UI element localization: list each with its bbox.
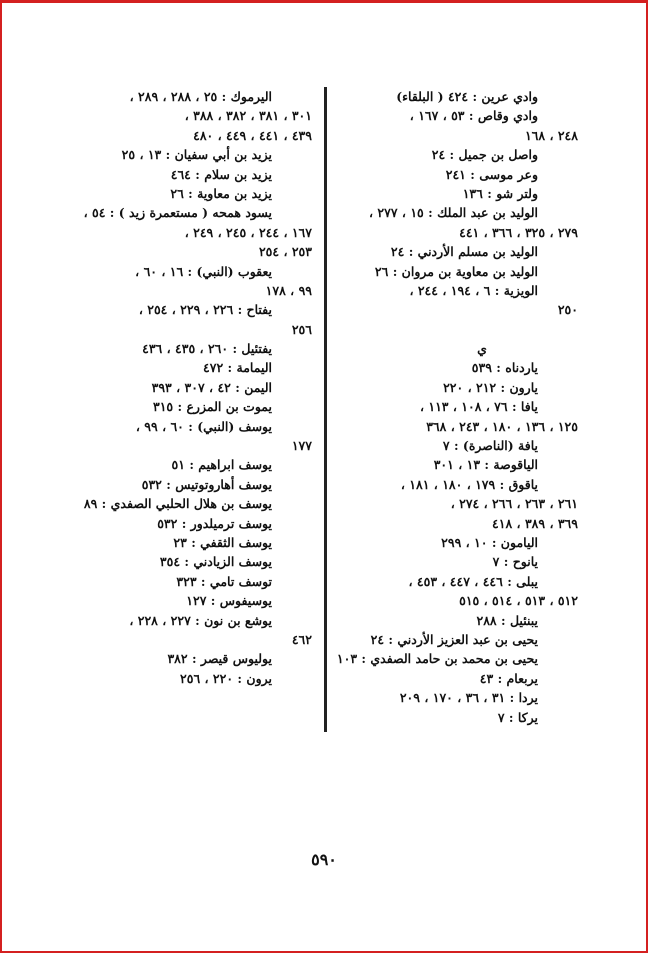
index-entry-line: ٢٥٣ ، ٢٥٤: [258, 244, 312, 260]
index-entry-line: يافة (الناصرة) : ٧: [442, 438, 538, 454]
index-entry-line: ياقوق : ١٧٩ ، ١٨٠ ، ١٨١ ،: [400, 476, 538, 492]
page-number: ٥٩٠: [311, 850, 337, 869]
index-entry-line: الوليد بن مسلم الأردني : ٢٤: [390, 244, 538, 260]
index-entry-line: يوسف ترميلدور : ٥٣٢: [157, 515, 272, 531]
index-entry-line: اليامون : ١٠ ، ٢٩٩: [441, 534, 538, 550]
index-entry-line: يبنئيل : ٢٨٨: [476, 612, 538, 628]
index-entry-line: يوسيفوس : ١٢٧: [186, 593, 272, 609]
index-entry-line: وادي عرين : ٤٢٤ ( البلقاء): [396, 89, 538, 104]
index-entry-line: ٢٦١ ، ٢٦٣ ، ٢٦٦ ، ٢٧٤ ،: [450, 496, 578, 512]
index-entry-line: يزيد بن معاوية : ٢٦: [170, 185, 272, 201]
index-entry-line: اليمامة : ٤٧٢: [203, 360, 272, 376]
index-entry-line: ٥١٢ ، ٥١٣ ، ٥١٤ ، ٥١٥: [459, 593, 578, 609]
index-column-right: [336, 87, 578, 727]
page-top-border: [2, 2, 646, 3]
index-entry-line: يسود همحه ( مستعمرة زيد ) : ٥٤ ،: [83, 205, 272, 221]
index-entry-line: ٣٦٩ ، ٣٨٩ ، ٤١٨: [492, 515, 578, 531]
index-entry-line: يوسف بن هلال الحلبي الصفدي : ٨٩: [83, 496, 272, 512]
index-entry-line: يرون : ٢٢٠ ، ٢٥٦: [180, 670, 272, 686]
index-entry-line: يفتاح : ٢٢٦ ، ٢٢٩ ، ٢٥٤ ،: [138, 302, 272, 318]
index-entry-line: ١٦٧ ، ٢٤٤ ، ٢٤٥ ، ٢٤٩ ،: [184, 224, 312, 240]
section-letter-heading: ي: [477, 341, 487, 357]
index-entry-line: الويزية : ٦ ، ١٩٤ ، ٢٤٤ ،: [409, 282, 538, 298]
column-divider: [324, 87, 327, 732]
index-entry-line: ١٢٥ ، ١٣٦ ، ١٨٠ ، ٢٤٣ ، ٣٦٨: [426, 418, 578, 434]
index-entry-line: يعقوب (النبي) : ١٦ ، ٦٠ ،: [135, 263, 272, 279]
index-entry-line: ٢٤٨ ، ١٦٨: [524, 127, 578, 143]
index-column-left: [84, 87, 312, 688]
index-entry-line: يربعام : ٤٣: [479, 670, 538, 686]
index-entry-line: يوسف (النبي) : ٦٠ ، ٩٩ ،: [135, 418, 272, 434]
index-entry-line: ١٧٧: [291, 438, 312, 454]
index-entry-line: اليمن : ٤٢ ، ٣٠٧ ، ٣٩٣: [151, 379, 272, 395]
index-entry-line: ولتر شو : ١٣٦: [462, 185, 538, 201]
index-entry-line: توسف تامي : ٣٢٣: [176, 573, 272, 589]
index-entry-line: الياقوصة : ١٣ ، ٣٠١: [433, 457, 538, 473]
index-entry-line: يوسف ابراهيم : ٥١: [171, 457, 272, 473]
index-entry-line: يحيى بن عبد العزيز الأردني : ٢٤: [370, 631, 538, 647]
index-entry-line: الوليد بن معاوية بن مروان : ٢٦: [374, 263, 538, 279]
index-entry-line: يركا : ٧: [497, 709, 538, 725]
index-entry-line: يبلى : ٤٤٦ ، ٤٤٧ ، ٤٥٣ ،: [408, 573, 538, 589]
index-entry-line: يافا : ٧٦ ، ١٠٨ ، ١١٣ ،: [419, 399, 538, 415]
index-entry-line: ٤٦٢: [291, 631, 312, 647]
index-entry-line: ياردناه : ٥٣٩: [471, 360, 538, 376]
index-entry-line: وادي وقاص : ٥٣ ، ١٦٧ ،: [409, 108, 538, 124]
index-entry-line: ٢٧٩ ، ٣٢٥ ، ٣٦٦ ، ٤٤١: [459, 224, 578, 240]
index-entry-line: يردا : ٣١ ، ٣٦ ، ١٧٠ ، ٢٠٩: [399, 690, 538, 706]
index-entry-line: يفتئيل : ٢٦٠ ، ٤٣٥ ، ٤٣٦: [142, 341, 272, 357]
index-entry-line: الوليد بن عبد الملك : ١٥ ، ٢٧٧ ،: [369, 205, 538, 221]
index-entry-line: اليرموك : ٢٥ ، ٢٨٨ ، ٢٨٩ ،: [129, 89, 272, 104]
index-entry-line: يارون : ٢١٢ ، ٢٢٠: [443, 379, 538, 395]
index-entry-line: يوسف أهاروتوتيس : ٥٣٢: [141, 476, 272, 492]
index-entry-line: يزيد بن أبي سفيان : ١٣ ، ٢٥: [121, 147, 272, 163]
index-entry-line: ٢٥٦: [291, 321, 312, 337]
index-entry-line: يزيد بن سلام : ٤٦٤: [170, 166, 272, 182]
index-entry-line: يوشع بن نون : ٢٢٧ ، ٢٢٨ ،: [129, 612, 272, 628]
index-entry-line: ٢٥٠: [557, 302, 578, 318]
index-entry-line: يحيى بن محمد بن حامد الصفدي : ١٠٣: [336, 651, 538, 667]
index-entry-line: يوسف الزيادني : ٣٥٤: [159, 554, 272, 570]
index-entry-line: واصل بن جميل : ٢٤: [431, 147, 538, 163]
index-entry-line: يوليوس قيصر : ٣٨٢: [167, 651, 272, 667]
index-entry-line: [346, 320, 578, 339]
index-entry-line: وعر موسى : ٢٤١: [445, 166, 538, 182]
index-entry-line: ٤٣٩ ، ٤٤١ ، ٤٤٩ ، ٤٨٠: [193, 127, 312, 143]
index-entry-line: يانوح : ٧: [492, 554, 538, 570]
index-entry-line: يموت بن المزرع : ٣١٥: [152, 399, 272, 415]
index-entry-line: يوسف الثقفي : ٢٣: [173, 534, 272, 550]
index-entry-line: ٣٠١ ، ٣٨١ ، ٣٨٢ ، ٣٨٨ ،: [184, 108, 312, 124]
index-entry-line: ٩٩ ، ١٧٨: [265, 282, 312, 298]
